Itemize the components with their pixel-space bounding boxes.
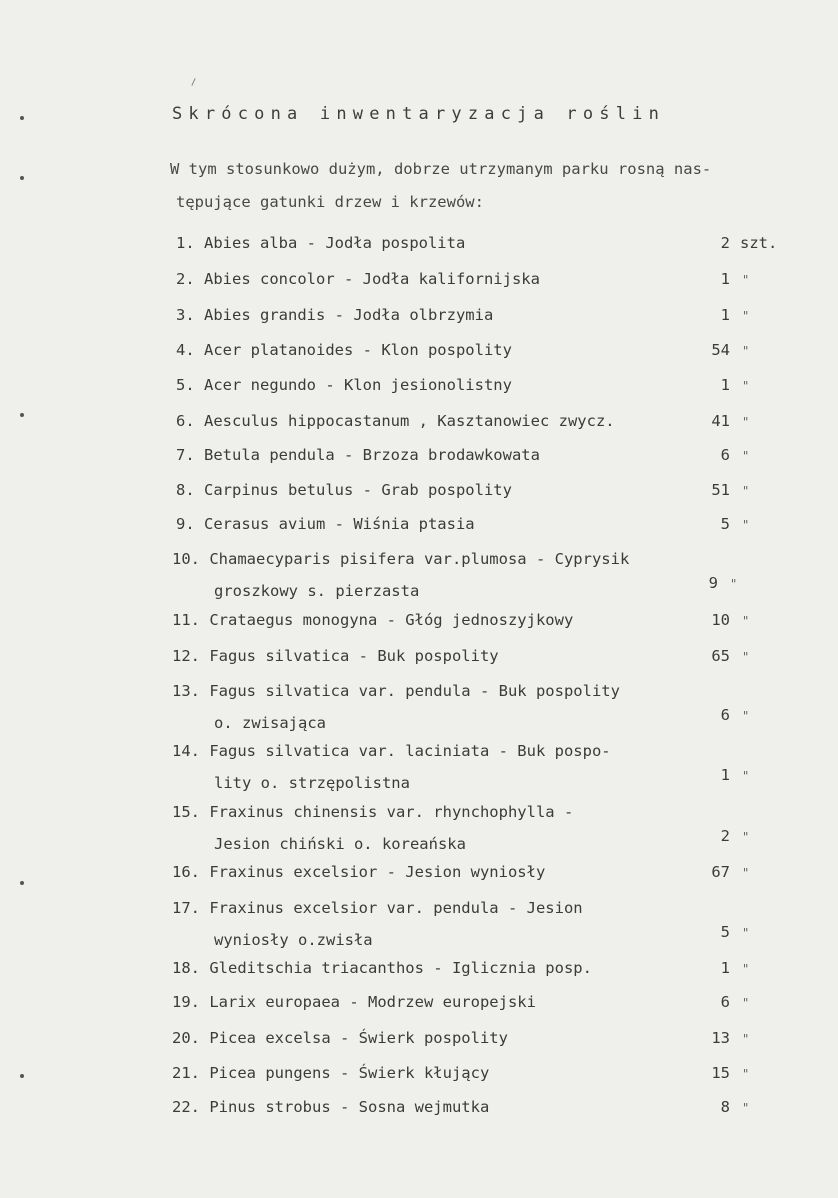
quantity-unit: " <box>742 273 750 287</box>
quantity-value: 13 <box>711 1029 730 1047</box>
item-text: Fagus silvatica var. laciniata - Buk pospo- <box>209 742 611 760</box>
item-text: Picea excelsa - Świerk pospolity <box>209 1029 508 1047</box>
punch-hole-mark <box>20 881 24 885</box>
item-quantity <box>696 1064 796 1082</box>
list-item <box>172 682 792 732</box>
quantity-unit: " <box>742 962 750 976</box>
list-item <box>176 270 796 288</box>
item-text: Fraxinus chinensis var. rhynchophylla - <box>209 803 574 821</box>
item-number: 17. <box>172 899 200 917</box>
list-item <box>172 1029 792 1047</box>
item-quantity <box>696 412 796 430</box>
quantity-value: 54 <box>711 341 730 359</box>
item-quantity <box>696 270 796 288</box>
item-number: 9. <box>176 515 195 533</box>
quantity-unit: " <box>742 830 750 844</box>
item-number: 6. <box>176 412 195 430</box>
quantity-unit: " <box>730 577 738 591</box>
item-text: Fraxinus excelsior var. pendula - Jesion <box>209 899 583 917</box>
item-quantity <box>684 574 784 592</box>
quantity-value: 1 <box>720 959 730 977</box>
item-text: Fagus silvatica var. pendula - Buk pospolity <box>209 682 620 700</box>
item-quantity <box>696 863 796 881</box>
list-item <box>176 234 796 252</box>
item-text: Crataegus monogyna - Głóg jednoszyjkowy <box>209 611 574 629</box>
item-text: Abies alba - Jodła pospolita <box>204 234 466 252</box>
list-item <box>172 993 792 1011</box>
item-quantity <box>696 481 796 499</box>
quantity-value: 6 <box>720 706 730 724</box>
item-quantity <box>696 706 796 724</box>
quantity-value: 8 <box>720 1098 730 1116</box>
quantity-unit: " <box>742 518 750 532</box>
list-item <box>172 959 792 977</box>
item-quantity <box>696 376 796 394</box>
item-number: 8. <box>176 481 195 499</box>
intro-line-2: tępujące gatunki drzew i krzewów: <box>176 193 484 211</box>
list-item <box>172 647 792 665</box>
item-quantity <box>696 234 796 252</box>
item-text-continued: Jesion chiński o. koreańska <box>214 835 466 853</box>
item-number: 12. <box>172 647 200 665</box>
quantity-unit: " <box>742 709 750 723</box>
list-item <box>172 611 792 629</box>
punch-hole-mark <box>20 176 24 180</box>
item-number: 14. <box>172 742 200 760</box>
item-quantity <box>696 959 796 977</box>
item-quantity <box>696 341 796 359</box>
item-quantity <box>696 611 796 629</box>
item-text-continued: lity o. strzępolistna <box>214 774 410 792</box>
quantity-value: 5 <box>720 515 730 533</box>
item-text: Abies grandis - Jodła olbrzymia <box>204 306 494 324</box>
item-text-continued: wyniosły o.zwisła <box>214 931 373 949</box>
item-number: 11. <box>172 611 200 629</box>
quantity-value: 1 <box>720 766 730 784</box>
quantity-value: 2 <box>720 234 730 252</box>
quantity-unit: " <box>742 309 750 323</box>
quantity-value: 5 <box>720 923 730 941</box>
item-number: 4. <box>176 341 195 359</box>
punch-hole-mark <box>20 1074 24 1078</box>
quantity-unit: " <box>742 769 750 783</box>
quantity-value: 67 <box>711 863 730 881</box>
item-number: 7. <box>176 446 195 464</box>
item-quantity <box>696 446 796 464</box>
quantity-value: 65 <box>711 647 730 665</box>
item-text: Picea pungens - Świerk kłujący <box>209 1064 490 1082</box>
quantity-value: 9 <box>708 574 718 592</box>
quantity-value: 15 <box>711 1064 730 1082</box>
punch-hole-mark <box>20 413 24 417</box>
item-quantity <box>696 993 796 1011</box>
item-quantity <box>696 515 796 533</box>
item-quantity <box>696 306 796 324</box>
item-number: 2. <box>176 270 195 288</box>
item-number: 15. <box>172 803 200 821</box>
item-number: 5. <box>176 376 195 394</box>
list-item <box>176 412 796 430</box>
item-text: Pinus strobus - Sosna wejmutka <box>209 1098 490 1116</box>
item-number: 21. <box>172 1064 200 1082</box>
list-item <box>172 863 792 881</box>
quantity-unit: " <box>742 379 750 393</box>
item-text: Chamaecyparis pisifera var.plumosa - Cyprysik <box>209 550 630 568</box>
quantity-unit: " <box>742 614 750 628</box>
quantity-value: 51 <box>711 481 730 499</box>
item-number: 10. <box>172 550 200 568</box>
item-quantity <box>696 827 796 845</box>
item-text: Gleditschia triacanthos - Iglicznia posp. <box>209 959 592 977</box>
quantity-unit: " <box>742 1101 750 1115</box>
quantity-unit: " <box>742 344 750 358</box>
intro-line-1: W tym stosunkowo dużym, dobrze utrzymanym parku rosną nas- <box>170 160 712 178</box>
item-number: 22. <box>172 1098 200 1116</box>
item-number: 20. <box>172 1029 200 1047</box>
quantity-unit: " <box>742 926 750 940</box>
item-text: Aesculus hippocastanum , Kasztanowiec zwycz. <box>204 412 615 430</box>
item-text-continued: groszkowy s. pierzasta <box>214 582 420 600</box>
quantity-value: 1 <box>720 306 730 324</box>
list-item <box>176 306 796 324</box>
list-item <box>176 481 796 499</box>
item-text: Cerasus avium - Wiśnia ptasia <box>204 515 475 533</box>
page-title: Skrócona inwentaryzacja roślin <box>172 104 666 124</box>
quantity-unit: " <box>742 996 750 1010</box>
quantity-unit: " <box>742 1067 750 1081</box>
item-quantity <box>696 1098 796 1116</box>
list-item <box>172 742 792 792</box>
quantity-value: 6 <box>720 446 730 464</box>
item-number: 16. <box>172 863 200 881</box>
list-item <box>176 446 796 464</box>
quantity-unit: " <box>742 650 750 664</box>
quantity-value: 41 <box>711 412 730 430</box>
item-quantity <box>696 1029 796 1047</box>
list-item <box>172 1098 792 1116</box>
item-number: 19. <box>172 993 200 1011</box>
list-item <box>172 550 792 600</box>
quantity-value: 1 <box>720 376 730 394</box>
item-text: Betula pendula - Brzoza brodawkowata <box>204 446 540 464</box>
item-number: 18. <box>172 959 200 977</box>
item-text: Larix europaea - Modrzew europejski <box>209 993 536 1011</box>
item-text-continued: o. zwisająca <box>214 714 326 732</box>
item-number: 13. <box>172 682 200 700</box>
list-item <box>176 515 796 533</box>
quantity-unit: " <box>742 415 750 429</box>
list-item <box>172 1064 792 1082</box>
item-quantity <box>696 647 796 665</box>
item-number: 1. <box>176 234 195 252</box>
quantity-value: 6 <box>720 993 730 1011</box>
item-quantity <box>696 766 796 784</box>
quantity-value: 2 <box>720 827 730 845</box>
list-item <box>172 803 792 853</box>
item-text: Acer platanoides - Klon pospolity <box>204 341 512 359</box>
quantity-unit: " <box>742 1032 750 1046</box>
item-number: 3. <box>176 306 195 324</box>
item-text: Abies concolor - Jodła kalifornijska <box>204 270 540 288</box>
item-quantity <box>696 923 796 941</box>
quantity-unit: " <box>742 449 750 463</box>
quantity-unit: szt. <box>740 234 778 252</box>
quantity-unit: " <box>742 484 750 498</box>
quantity-value: 1 <box>720 270 730 288</box>
list-item <box>176 376 796 394</box>
item-text: Fagus silvatica - Buk pospolity <box>209 647 499 665</box>
list-item <box>172 899 792 949</box>
quantity-value: 10 <box>711 611 730 629</box>
quantity-unit: " <box>742 866 750 880</box>
list-item <box>176 341 796 359</box>
item-text: Carpinus betulus - Grab pospolity <box>204 481 512 499</box>
punch-hole-mark <box>20 116 24 120</box>
pen-mark <box>191 78 195 86</box>
item-text: Acer negundo - Klon jesionolistny <box>204 376 512 394</box>
item-text: Fraxinus excelsior - Jesion wyniosły <box>209 863 546 881</box>
